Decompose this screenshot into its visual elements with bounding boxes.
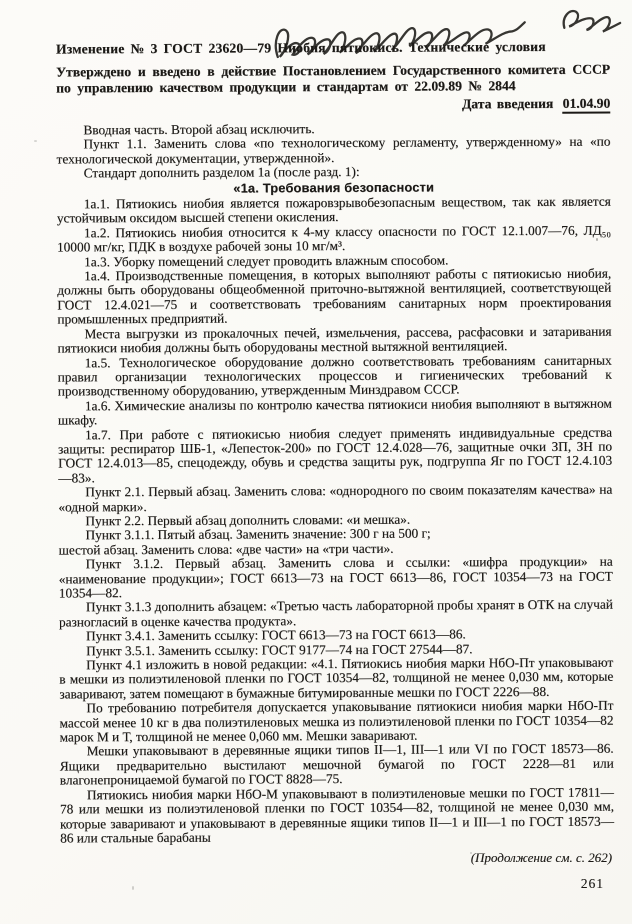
- body-paragraph: Пятиокись ниобия марки НбО-М упаковывают в полиэтиленовые мешки по ГОСТ 17811—78 или мешки из полиэтиленовой пленки по ГОСТ 10354—82, толщиной не менее 0,030 мм, которые заваривают и упаковывают в деревянные ящики типов II—1 и III—1 по ГОСТ 18573—86 или стальные барабаны: [59, 784, 615, 846]
- effective-date-value: 01.04.90: [563, 96, 611, 114]
- body-paragraph: Пункт 4.1 изложить в новой редакции: «4.1. Пятиокись ниобия марки НбО-Пт упаковывают в мешки из полиэтиленовой пленки по ГОСТ 10354—82, толщиной не менее 0,030 мм, которые заваривают, затем помещают в бумажные битумированные мешки по ГОСТ 2226—88.: [59, 654, 614, 702]
- body-paragraph: Мешки упаковывают в деревянные ящики типов II—1, III—1 или VI по ГОСТ 18573—86. Ящики предварительно выстилают мешочной бумагой по ГОСТ 2228—81 или влагонепроницаемой бумагой по ГОСТ 8828—75.: [59, 741, 614, 788]
- body-paragraph: Стандарт дополнить разделом 1а (после разд. 1):: [83, 164, 360, 181]
- body-paragraph: 1а.5. Технологическое оборудование должно соответствовать требованиям санитарных правил организации технологических процессов и гигиенических требований к производственному оборудованию, утвержденным Минздравом СССР.: [57, 352, 612, 399]
- body-paragraph: Пункт 3.1.2. Первый абзац. Заменить слова и ссылки: «шифра продукции» на «наименование продукции»; ГОСТ 6613—73 на ГОСТ 6613—86, ГОСТ 10354—73 на ГОСТ 10354—82.: [58, 553, 613, 601]
- continuation-note: (Продолжение см. с. 262): [470, 850, 612, 865]
- effective-date-label: Дата введения: [461, 95, 554, 112]
- body-paragraph: 1а.2. Пятиокись ниобия относится к 4-му классу опасности по ГОСТ 12.1.007—76, ЛД₅₀ 10000 мг/кг, ПДК в воздухе рабочей зоны 10 мг/м³.: [56, 222, 611, 255]
- body-paragraph: Пункт 3.1.3 дополнить абзацем: «Третью часть лабораторной пробы хранят в ОТК на случай разногласий в оценке качества продукта».: [58, 596, 613, 630]
- scan-speck: [132, 886, 134, 890]
- body-paragraph: Вводная часть. Второй абзац исключить.: [83, 121, 315, 138]
- body-paragraph: Пункт 3.1.1. Пятый абзац. Заменить значение: 300 г на 500 г;: [85, 525, 431, 543]
- body-paragraph: По требованию потребителя допускается упаковывание пятиокиси ниобия марки НбО-Пт массой менее 10 кг в два полиэтиленовых мешка из полиэтиленовой пленки по ГОСТ 10354—82 марок М и Т, толщиной не менее 0,060 мм. Мешки заваривают.: [59, 697, 614, 745]
- body-paragraph: Пункт 3.4.1. Заменить ссылку: ГОСТ 6613—73 на ГОСТ 6613—86.: [85, 626, 466, 644]
- body-paragraph: Места выгрузки из прокалочных печей, измельчения, рассева, расфасовки и затаривания пятиокиси ниобия должны быть оборудованы местной вытяжной вентиляцией.: [57, 323, 612, 356]
- section-heading: «1а. Требования безопасности: [233, 179, 435, 196]
- document-body: [56, 121, 614, 846]
- body-paragraph: 1а.6. Химические анализы по контролю качества пятиокиси ниобия выполняют в вытяжном шкафу.: [57, 395, 612, 428]
- document-content: [56, 39, 614, 846]
- body-paragraph: Пункт 2.1. Первый абзац. Заменить слова: «однородного по своим показателям качества» на «одной марки».: [58, 481, 613, 515]
- body-paragraph: Пункт 1.1. Заменить слова «по технологическому регламенту, утвержденному» на «по технологической документации, утвержденной».: [56, 133, 611, 167]
- scan-speck: [88, 316, 90, 318]
- page-number: 261: [580, 876, 604, 891]
- effective-date-line: [56, 96, 610, 115]
- body-paragraph: Пункт 3.5.1. Заменить ссылку: ГОСТ 9177—74 на ГОСТ 27544—87.: [86, 640, 473, 658]
- scan-speck: [596, 238, 598, 241]
- body-paragraph: 1а.4. Производственные помещения, в которых выполняют работы с пятиокисью ниобия, должны быть оборудованы общеобменной приточно-вытяжной вентиляцией, соответствующей ГОСТ 12.4.021—75 и соответствовать требованиям санитарных норм проектирования промышленных предприятий.: [57, 265, 612, 327]
- body-paragraph: Пункт 2.2. Первый абзац дополнить словами: «и мешка».: [85, 511, 411, 529]
- document-title: Изменение № 3 ГОСТ 23620—79 Ниобия пятиокись. Технические условия: [55, 38, 546, 57]
- body-paragraph: шестой абзац. Заменить слова: «две части» на «три части».: [58, 540, 394, 558]
- body-paragraph: 1а.1. Пятиокись ниобия является пожаровзрывобезопасным веществом, так как является устойчивым оксидом высшей степени окисления.: [56, 193, 611, 226]
- body-paragraph: 1а.7. При работе с пятиокисью ниобия следует применять индивидуальные средства защиты: респиратор ШБ-1, «Лепесток-200» по ГОСТ 12.4.028—76, защитные очки ЗП, ЗН по ГОСТ 12.4.013—85, спецодежду, обувь и средства защиты рук, подгруппа Яг по ГОСТ 12.4.103—83».: [57, 424, 613, 486]
- scan-speck: [34, 140, 37, 142]
- scan-speck: [470, 852, 472, 854]
- approval-statement: Утверждено и введено в действие Постановлением Государственного комитета СССР по управлению качеством продукции и стандартам от 22.09.89 № 2844: [56, 61, 611, 96]
- body-paragraph: 1а.3. Уборку помещений следует проводить влажным способом.: [84, 252, 449, 269]
